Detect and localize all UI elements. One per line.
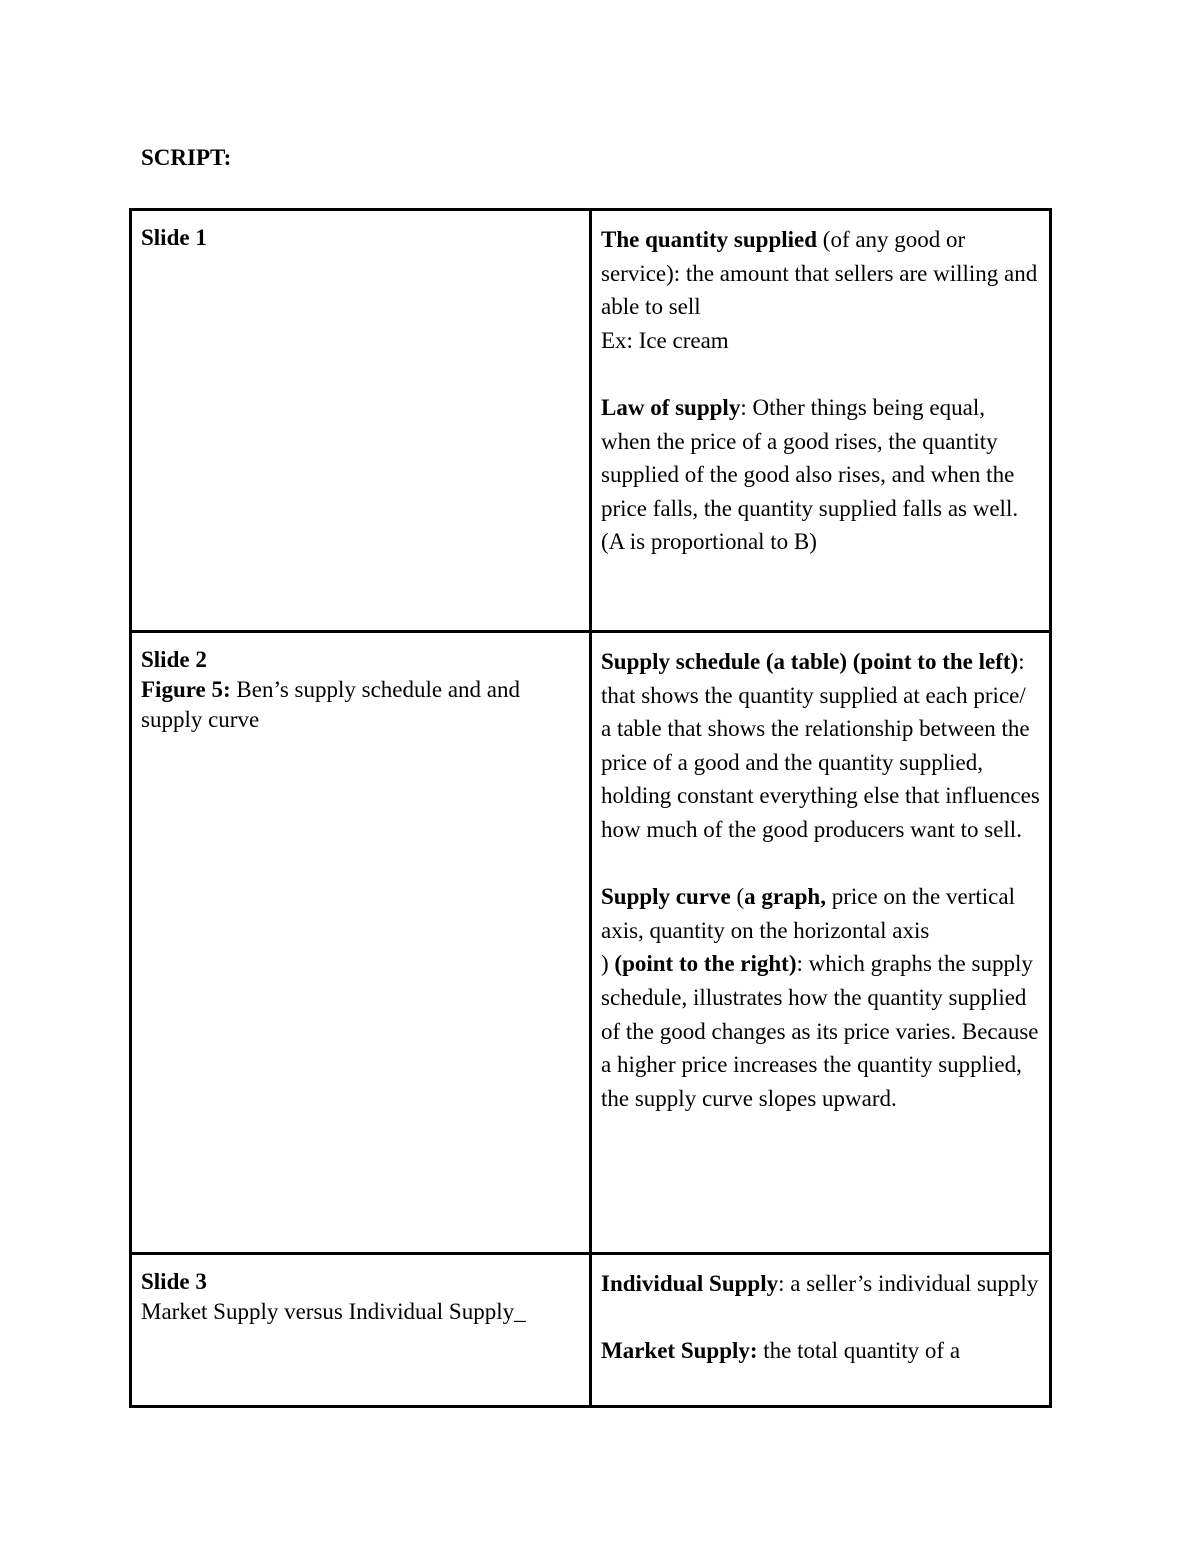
slide-cell [131, 210, 591, 632]
definition-text: : a seller’s individual supply [778, 1271, 1039, 1296]
definition-text: price on the vertical axis, quantity on the horizontal axis [601, 884, 1015, 943]
slide-title: Slide 3 [141, 1269, 207, 1294]
notes-paragraph [601, 223, 1040, 324]
figure-label: Figure 5: [141, 677, 231, 702]
slide-title: Slide 1 [141, 225, 207, 250]
definition-text: (of any good or service): the amount that sellers are willing and able to sell [601, 227, 1038, 320]
term-point-right: (point to the right) [614, 951, 797, 977]
notes-cell [591, 1254, 1051, 1407]
definition-text: the total quantity of a [757, 1338, 961, 1364]
script-table [129, 208, 1052, 1408]
notes-paragraph [601, 1267, 1040, 1301]
example-text: Ex: Ice cream [601, 327, 729, 353]
figure-caption [141, 675, 580, 735]
term-supply-curve: Supply curve [601, 884, 731, 910]
notes-paragraph [601, 645, 1040, 847]
notes-paragraph [601, 880, 1040, 1115]
term-supply-schedule: Supply schedule (a table) (point to the left) [601, 649, 1019, 674]
slide-title: Slide 2 [141, 647, 207, 672]
term-market-supply: Market Supply: [601, 1338, 758, 1364]
table-row [131, 1254, 1051, 1407]
notes-paragraph [601, 391, 1040, 559]
notes-paragraph [601, 1334, 1040, 1368]
notes-cell [591, 632, 1051, 1254]
definition-text: : Other things being equal, when the price of a good rises, the quantity supplied of the good also rises, and when the price falls, the quantity supplied falls as well. (A is proportional to B) [601, 394, 1019, 555]
term-individual-supply: Individual Supply [601, 1271, 779, 1296]
definition-text: ) [601, 951, 615, 977]
term-law-of-supply: Law of supply [601, 394, 741, 420]
definition-text: : that shows the quantity supplied at each price/ a table that shows the relationship between the price of a good and the quantity supplied, holding constant everything else that influences how much of the good producers want to sell. [601, 649, 1040, 842]
table-row [131, 210, 1051, 632]
table-row [131, 632, 1051, 1254]
slide-cell [131, 632, 591, 1254]
definition-text: ( [730, 884, 745, 910]
page-heading: SCRIPT: [141, 145, 232, 170]
figure-text: Ben’s supply schedule and and supply curve [141, 677, 521, 732]
term-quantity-supplied: The quantity supplied [601, 227, 818, 252]
definition-text: : which graphs the supply schedule, illustrates how the quantity supplied of the good changes as its price varies. Because a higher price increases the quantity supplied, the supply curve slopes upward. [601, 951, 1039, 1111]
slide-cell [131, 1254, 591, 1407]
term-a-graph: a graph, [744, 884, 826, 910]
notes-cell [591, 210, 1051, 632]
slide-subtitle: Market Supply versus Individual Supply_ [141, 1299, 526, 1324]
